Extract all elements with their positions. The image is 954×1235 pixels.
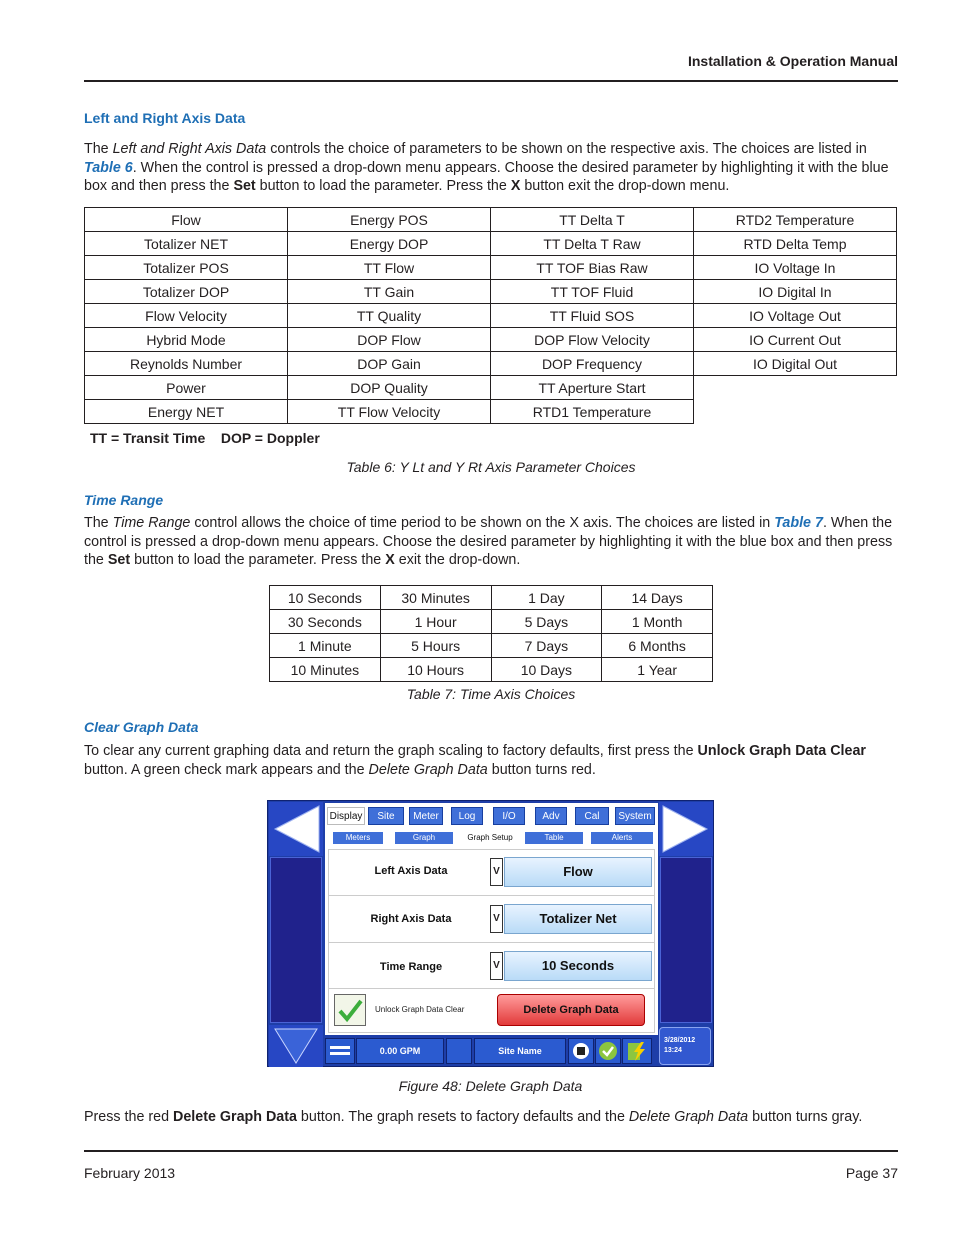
table-row — [85, 304, 897, 328]
table-row — [85, 352, 897, 376]
delete-graph-data-button[interactable]: Delete Graph Data — [497, 994, 645, 1026]
tab-io[interactable]: I/O — [493, 807, 525, 825]
subtab-graph[interactable]: Graph — [395, 832, 453, 844]
tab-log[interactable]: Log — [451, 807, 483, 825]
time-text: 13:24 — [664, 1047, 682, 1054]
abbreviation-legend: TT = Transit Time DOP = Doppler — [90, 430, 320, 446]
table-cell: TT TOF Bias Raw — [491, 256, 694, 280]
table-cell: TT TOF Fluid — [491, 280, 694, 304]
touch-screen — [325, 803, 658, 1066]
display-mode-button[interactable] — [325, 1038, 355, 1064]
axis-data-paragraph: The Left and Right Axis Data controls the choice of parameters to be shown on the respective axis. The choices are listed in Table 6. When the control is pressed a drop-down menu appears. Choose the desired parameter by highlighting it with the blue box and then press the Set button to load the parameter. Press the X button exit the drop-down menu. — [84, 141, 889, 195]
left-axis-dropdown-button[interactable]: V — [490, 858, 503, 886]
checkmark-icon — [335, 995, 365, 1025]
right-axis-label: Right Axis Data — [370, 913, 452, 925]
main-tab-bar — [325, 803, 658, 831]
row-divider — [329, 988, 654, 989]
time-range-paragraph: The Time Range control allows the choice of time period to be shown on the X axis. The choices are listed in Table 7. When the control is pressed a drop-down menu appears. Choose the desired parameter by highlighting it with the blue box and then press the Set button to load the parameter. Press the X exit the drop-down. — [84, 515, 893, 569]
flow-readout: 0.00 GPM — [356, 1038, 444, 1064]
table-row — [270, 610, 713, 634]
table-cell: 1 Day — [491, 586, 602, 610]
ok-check-icon — [596, 1039, 620, 1063]
table-cell: 1 Minute — [270, 634, 381, 658]
table-cell: TT Gain — [288, 280, 491, 304]
lightning-battery-icon — [623, 1039, 651, 1063]
axis-parameter-table — [84, 207, 897, 424]
left-side-panel — [270, 857, 322, 1023]
prev-page-button[interactable] — [269, 802, 323, 856]
table-cell: IO Digital Out — [694, 352, 897, 376]
table-cell: 1 Month — [602, 610, 713, 634]
table-cell — [694, 376, 897, 400]
table-cell — [694, 400, 897, 424]
status-blank — [446, 1038, 472, 1064]
row-divider — [329, 895, 654, 896]
device-screenshot — [267, 800, 714, 1067]
left-axis-value-button[interactable]: Flow — [504, 857, 652, 887]
table-cell: 10 Seconds — [270, 586, 381, 610]
table-cell: Flow Velocity — [85, 304, 288, 328]
table-cell: 10 Minutes — [270, 658, 381, 682]
right-arrow-icon — [659, 802, 713, 856]
clear-graph-paragraph: To clear any current graphing data and return the graph scaling to factory defaults, first press the Unlock Graph Data Clear button. A green check mark appears and the Delete Graph Data button turns red. — [84, 743, 866, 778]
time-axis-table — [269, 585, 713, 682]
stop-button[interactable] — [568, 1038, 594, 1064]
next-page-button[interactable] — [659, 802, 713, 856]
power-status-indicator — [622, 1038, 652, 1064]
table-cell: Power — [85, 376, 288, 400]
table-cell: Totalizer DOP — [85, 280, 288, 304]
table-cell: Flow — [85, 208, 288, 232]
site-name-display: Site Name — [474, 1038, 566, 1064]
table-cell: 14 Days — [602, 586, 713, 610]
table-cell: IO Voltage In — [694, 256, 897, 280]
figure48-caption: Figure 48: Delete Graph Data — [398, 1078, 583, 1094]
table-row — [85, 256, 897, 280]
table-cell: DOP Quality — [288, 376, 491, 400]
table-cell: TT Flow Velocity — [288, 400, 491, 424]
table-cell: TT Quality — [288, 304, 491, 328]
table-cell: DOP Gain — [288, 352, 491, 376]
table7-link[interactable]: Table 7 — [774, 515, 823, 531]
time-range-label: Time Range — [379, 961, 443, 973]
header-rule — [84, 80, 898, 82]
table-cell: Energy NET — [85, 400, 288, 424]
table-cell: TT Fluid SOS — [491, 304, 694, 328]
page-number: Page 37 — [845, 1165, 898, 1181]
stop-icon — [569, 1039, 593, 1063]
table-cell: IO Digital In — [694, 280, 897, 304]
table-cell: TT Delta T — [491, 208, 694, 232]
display-mode-icon — [326, 1039, 354, 1063]
table6-caption: Table 6: Y Lt and Y Rt Axis Parameter Choices — [346, 459, 636, 475]
tab-display[interactable]: Display — [327, 807, 365, 825]
table-cell: RTD Delta Temp — [694, 232, 897, 256]
table-cell: DOP Frequency — [491, 352, 694, 376]
table-cell: 10 Days — [491, 658, 602, 682]
right-side-panel — [660, 857, 712, 1023]
date-text: 3/28/2012 — [664, 1037, 696, 1044]
table-cell: Reynolds Number — [85, 352, 288, 376]
left-axis-label: Left Axis Data — [374, 865, 448, 877]
table-cell: 5 Hours — [380, 634, 491, 658]
unlock-graph-clear-checkbox[interactable] — [334, 994, 366, 1026]
left-arrow-icon — [269, 802, 323, 856]
section-heading-axis-data: Left and Right Axis Data — [84, 110, 246, 126]
table-cell: TT Aperture Start — [491, 376, 694, 400]
table-cell: 10 Hours — [380, 658, 491, 682]
datetime-display — [659, 1027, 711, 1065]
manual-title: Installation & Operation Manual — [687, 53, 898, 69]
table-cell: TT Flow — [288, 256, 491, 280]
table-cell: 30 Minutes — [380, 586, 491, 610]
closing-paragraph: Press the red Delete Graph Data button. The graph resets to factory defaults and the Delete Graph Data button turns gray. — [84, 1109, 863, 1125]
table-row — [85, 400, 897, 424]
subtab-meters[interactable]: Meters — [333, 832, 383, 844]
footer-date: February 2013 — [84, 1165, 176, 1181]
unlock-graph-clear-label: Unlock Graph Data Clear — [375, 1005, 465, 1014]
subtab-graph-setup[interactable]: Graph Setup — [461, 832, 519, 844]
table-cell: Energy DOP — [288, 232, 491, 256]
table-cell: 7 Days — [491, 634, 602, 658]
table-cell: TT Delta T Raw — [491, 232, 694, 256]
table-row — [270, 658, 713, 682]
subtab-alerts[interactable]: Alerts — [591, 832, 653, 844]
footer-rule — [84, 1150, 898, 1152]
table-row — [85, 232, 897, 256]
table-cell: RTD1 Temperature — [491, 400, 694, 424]
status-ok-indicator — [595, 1038, 621, 1064]
time-range-dropdown-button[interactable]: V — [490, 952, 503, 980]
table-row — [85, 280, 897, 304]
table-cell: Energy POS — [288, 208, 491, 232]
section-heading-time-range: Time Range — [84, 492, 164, 508]
table-row — [85, 328, 897, 352]
tab-site[interactable]: Site — [368, 807, 404, 825]
tab-cal[interactable]: Cal — [575, 807, 609, 825]
table7-caption: Table 7: Time Axis Choices — [406, 686, 576, 702]
table-cell: 5 Days — [491, 610, 602, 634]
tab-adv[interactable]: Adv — [535, 807, 567, 825]
right-axis-dropdown-button[interactable]: V — [490, 905, 503, 933]
time-range-value-button[interactable]: 10 Seconds — [504, 951, 652, 981]
table-cell: 6 Months — [602, 634, 713, 658]
table-row — [270, 586, 713, 610]
table-row — [85, 208, 897, 232]
table-cell: DOP Flow Velocity — [491, 328, 694, 352]
right-axis-value-button[interactable]: Totalizer Net — [504, 904, 652, 934]
table-cell: 1 Hour — [380, 610, 491, 634]
status-bar — [325, 1035, 658, 1066]
scroll-down-button[interactable] — [269, 1025, 323, 1067]
table-cell: RTD2 Temperature — [694, 208, 897, 232]
table-cell: Totalizer POS — [85, 256, 288, 280]
table-cell: IO Current Out — [694, 328, 897, 352]
table-cell: DOP Flow — [288, 328, 491, 352]
table-cell: 1 Year — [602, 658, 713, 682]
tab-system[interactable]: System — [615, 807, 655, 825]
table6-link[interactable]: Table 6 — [84, 159, 133, 176]
graph-setup-panel — [328, 849, 655, 1033]
table-cell: IO Voltage Out — [694, 304, 897, 328]
table-cell: 30 Seconds — [270, 610, 381, 634]
row-divider — [329, 942, 654, 943]
section-heading-clear-graph: Clear Graph Data — [84, 719, 199, 735]
table-cell: Totalizer NET — [85, 232, 288, 256]
table-cell: Hybrid Mode — [85, 328, 288, 352]
subtab-table[interactable]: Table — [525, 832, 583, 844]
down-arrow-icon — [269, 1025, 323, 1067]
table-row — [270, 634, 713, 658]
table-row — [85, 376, 897, 400]
tab-meter[interactable]: Meter — [409, 807, 443, 825]
